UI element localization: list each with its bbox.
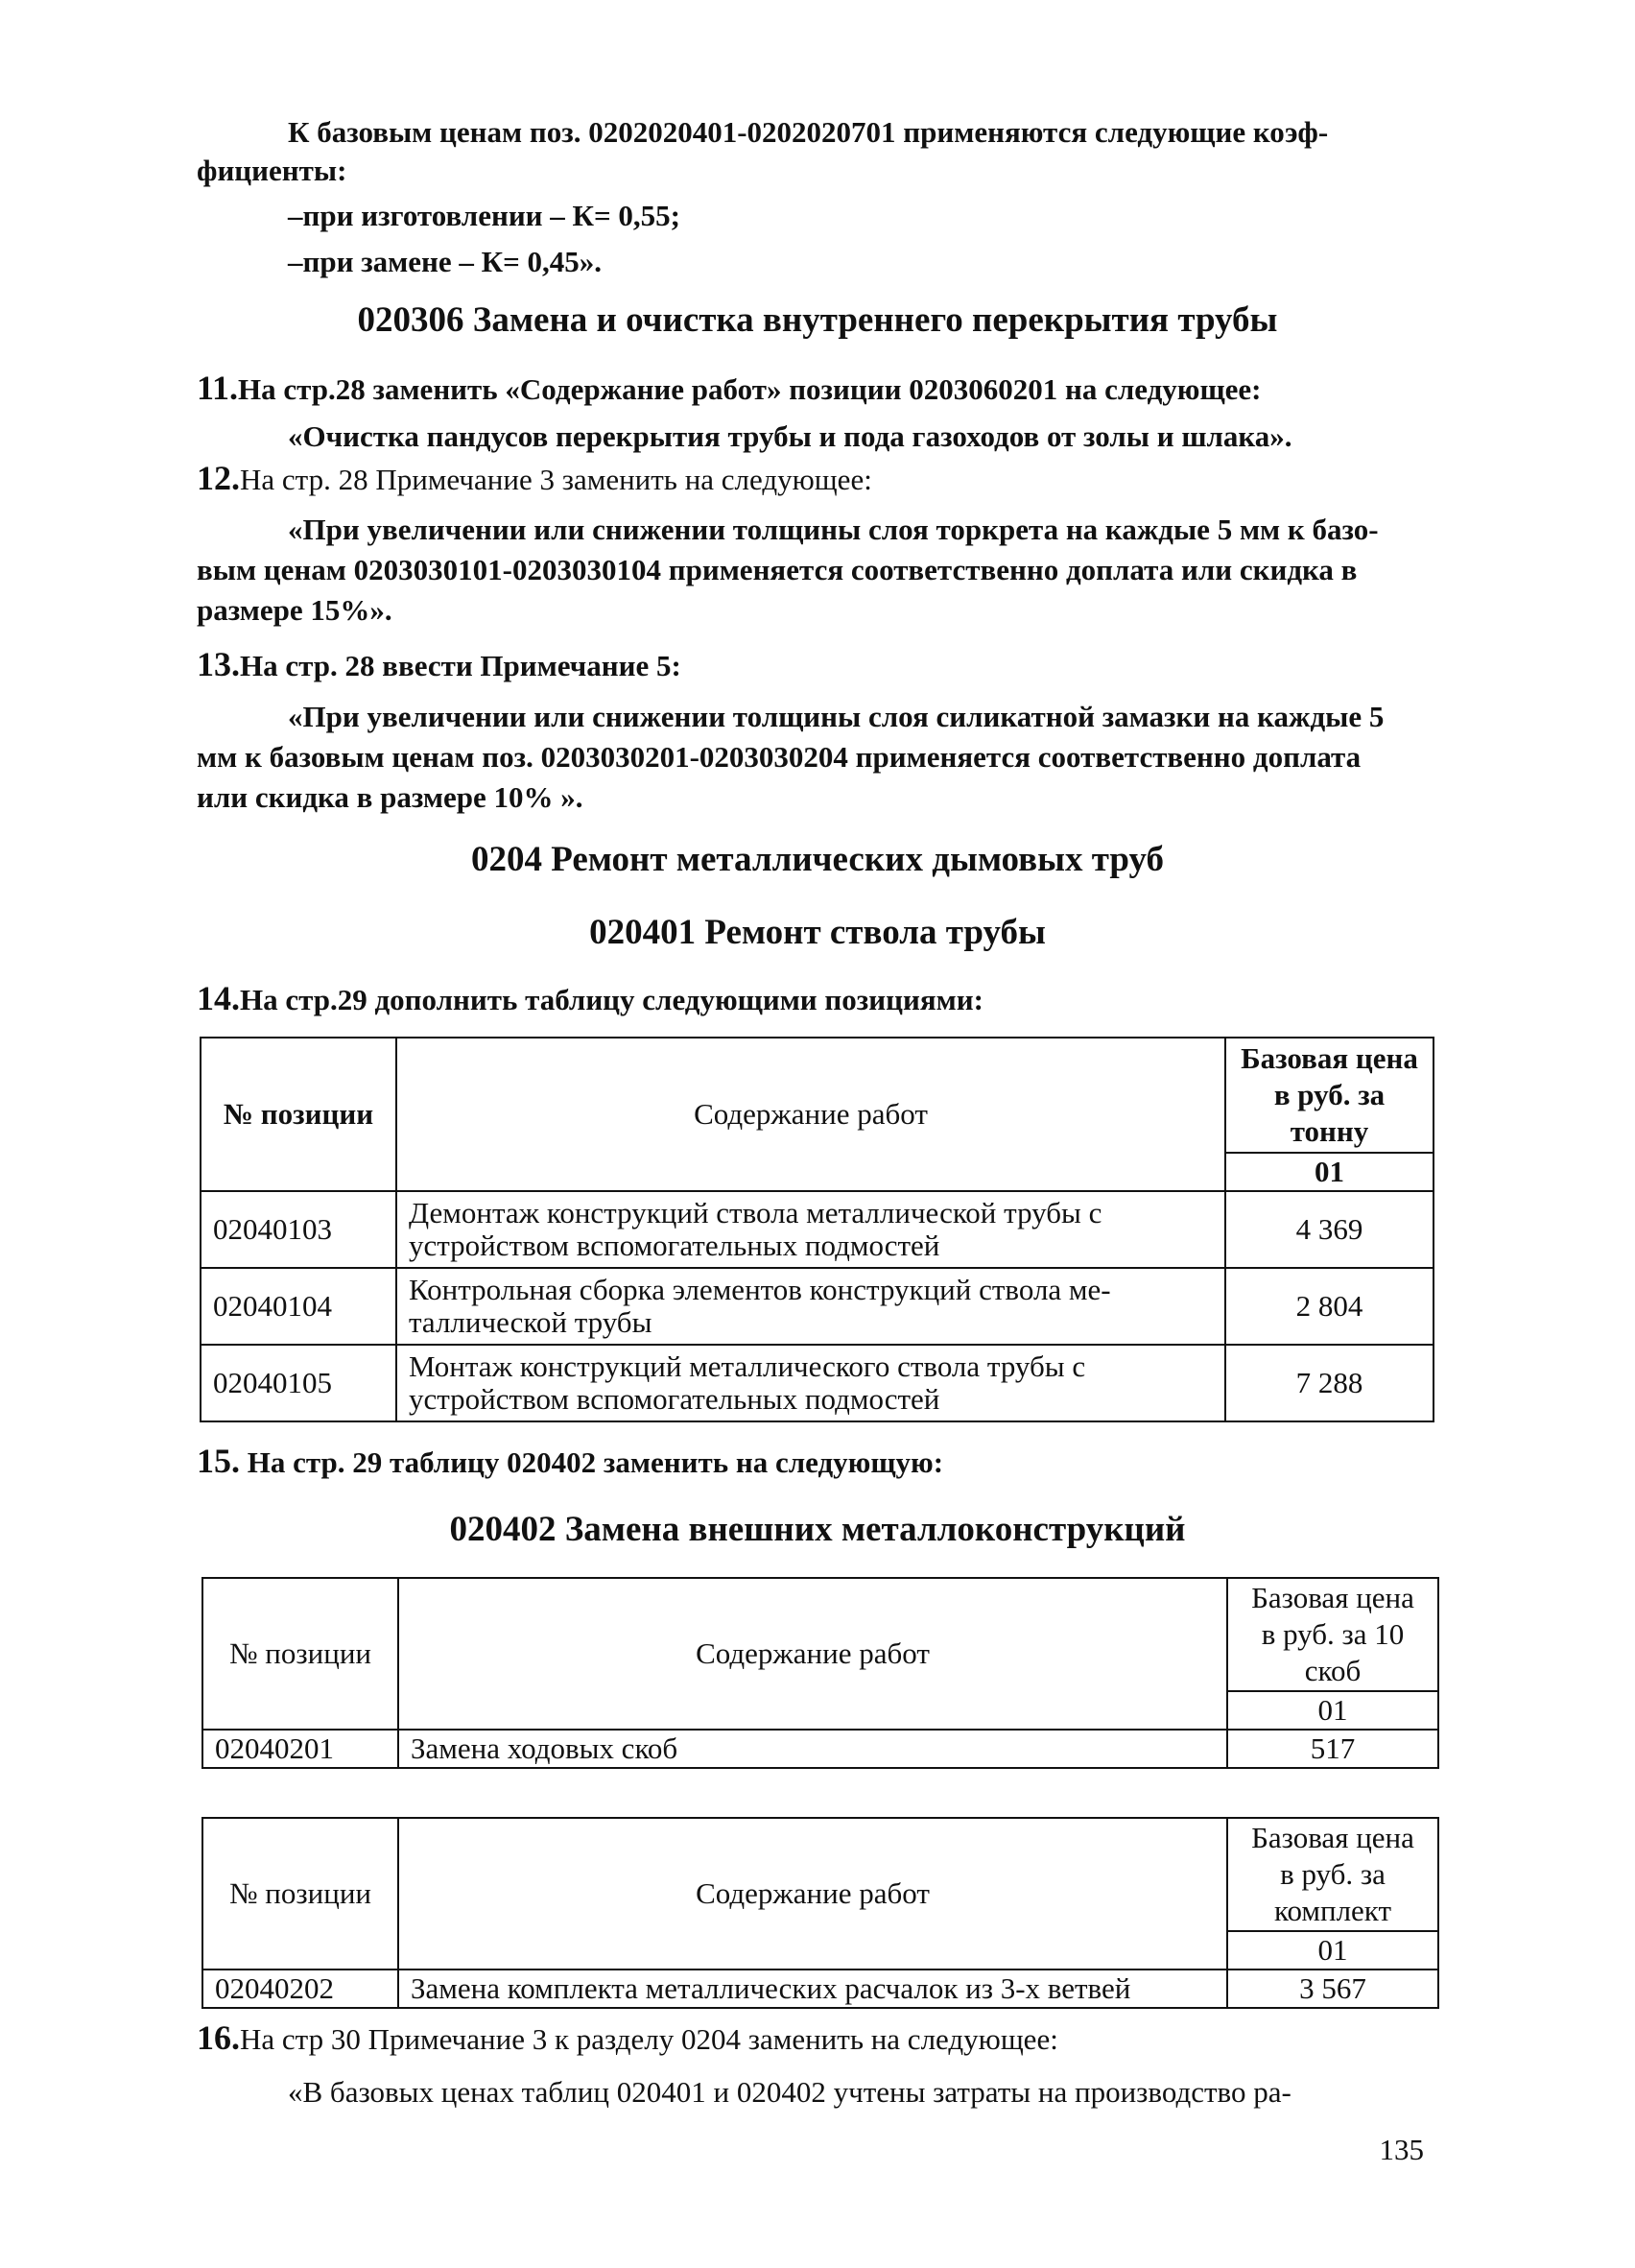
intro-item-1: –при изготовлении – К= 0,55; [288, 199, 681, 232]
paragraph-text: На стр. 28 ввести Примечание 5: [240, 649, 681, 682]
cell-work [396, 1191, 1225, 1268]
table-header-code: 01 [1227, 1931, 1438, 1970]
paragraph-14 [197, 979, 983, 1019]
paragraph-text: На стр.29 дополнить таблицу следующими позициями: [240, 983, 983, 1016]
paragraph-text: На стр. 28 Примечание 3 заменить на следующее: [240, 463, 872, 496]
table-header-work: Содержание работ [398, 1578, 1227, 1730]
paragraph-13-quote-1: «При увеличении или снижении толщины слоя силикатной замазки на каждые 5 [288, 700, 1385, 733]
paragraph-16 [197, 2018, 1058, 2059]
cell-work: Замена ходовых скоб [398, 1730, 1227, 1768]
cell-price: 2 804 [1225, 1268, 1434, 1345]
cell-work-line-2: устройством вспомогательных подмостей [409, 1382, 940, 1416]
table-header-work: Содержание работ [396, 1038, 1225, 1191]
price-header-line-1: Базовая цена [1241, 1041, 1418, 1075]
heading-020402: 020402 Замена внешних металлоконструкций [449, 1510, 1186, 1549]
cell-position: 02040105 [201, 1345, 396, 1421]
cell-price: 517 [1227, 1730, 1438, 1768]
price-header-line-2: в руб. за 10 [1261, 1617, 1405, 1651]
table-row [201, 1268, 1434, 1345]
table-row [201, 1191, 1434, 1268]
price-header-line-3: тонну [1290, 1114, 1369, 1148]
table-header-position: № позиции [201, 1038, 396, 1191]
cell-work: Замена комплекта металлических расчалок из 3-х ветвей [398, 1970, 1227, 2008]
cell-price: 7 288 [1225, 1345, 1434, 1421]
table-row [202, 1730, 1438, 1768]
price-header-line-1: Базовая цена [1251, 1581, 1414, 1614]
table-row [202, 1970, 1438, 2008]
paragraph-13-quote-2: мм к базовым ценам поз. 0203030201-0203030204 применяется соответственно доплата [197, 740, 1362, 774]
heading-020306: 020306 Замена и очистка внутреннего перекрытия трубы [357, 300, 1278, 340]
paragraph-text: На стр.28 заменить «Содержание работ» позиции 0203060201 на следующее: [238, 372, 1262, 406]
paragraph-number: 13. [197, 645, 240, 683]
table-header-work: Содержание работ [398, 1818, 1227, 1970]
table-header-price [1227, 1578, 1438, 1691]
page-number: 135 [1379, 2133, 1424, 2166]
price-header-line-2: в руб. за [1280, 1857, 1386, 1891]
cell-work-line-1: Контрольная сборка элементов конструкций ствола ме- [409, 1273, 1111, 1306]
cell-work [396, 1268, 1225, 1345]
paragraph-number: 12. [197, 459, 240, 497]
paragraph-15 [197, 1442, 943, 1482]
cell-work-line-2: устройством вспомогательных подмостей [409, 1229, 940, 1262]
heading-0204: 0204 Ремонт металлических дымовых труб [471, 840, 1164, 879]
paragraph-11-quote: «Очистка пандусов перекрытия трубы и пода газоходов от золы и шлака». [288, 419, 1292, 453]
paragraph-13-quote-3: или скидка в размере 10% ». [197, 780, 583, 814]
table-020402-guy-ropes [201, 1817, 1439, 2009]
cell-position: 02040103 [201, 1191, 396, 1268]
paragraph-16-quote-1: «В базовых ценах таблиц 020401 и 020402 учтены затраты на производство ра- [288, 2075, 1291, 2109]
intro-line-1: К базовым ценам поз. 0202020401-0202020701 применяются следующие коэф- [288, 115, 1329, 149]
paragraph-text: На стр 30 Примечание 3 к разделу 0204 заменить на следующее: [240, 2022, 1058, 2056]
cell-work-line-1: Монтаж конструкций металлического ствола трубы с [409, 1349, 1086, 1383]
table-header-price [1227, 1818, 1438, 1931]
cell-work-line-1: Демонтаж конструкций ствола металлической трубы с [409, 1196, 1102, 1229]
cell-work [396, 1345, 1225, 1421]
paragraph-12-quote-2: вым ценам 0203030101-0203030104 применяется соответственно доплата или скидка в [197, 553, 1358, 586]
intro-item-2: –при замене – К= 0,45». [288, 245, 603, 278]
paragraph-12 [197, 459, 872, 499]
paragraph-12-quote-3: размере 15%». [197, 593, 392, 627]
paragraph-11 [197, 369, 1261, 409]
table-header-code: 01 [1227, 1691, 1438, 1730]
cell-price: 4 369 [1225, 1191, 1434, 1268]
paragraph-number: 16. [197, 2018, 240, 2057]
table-header-position: № позиции [202, 1578, 398, 1730]
cell-price: 3 567 [1227, 1970, 1438, 2008]
table-header-code: 01 [1225, 1153, 1434, 1191]
table-020402-brackets [201, 1577, 1439, 1769]
intro-line-2: фициенты: [197, 154, 347, 187]
paragraph-number: 14. [197, 979, 240, 1017]
paragraph-number: 15. [197, 1442, 240, 1480]
paragraph-number: 11. [197, 369, 239, 407]
price-header-line-1: Базовая цена [1251, 1821, 1414, 1854]
heading-020401: 020401 Ремонт ствола трубы [589, 913, 1046, 952]
price-header-line-3: комплект [1273, 1894, 1392, 1927]
cell-position: 02040202 [202, 1970, 398, 2008]
table-row [201, 1345, 1434, 1421]
paragraph-12-quote-1: «При увеличении или снижении толщины слоя торкрета на каждые 5 мм к базо- [288, 513, 1379, 546]
table-header-price [1225, 1038, 1434, 1153]
paragraph-13 [197, 645, 681, 685]
paragraph-text: На стр. 29 таблицу 020402 заменить на следующую: [240, 1445, 944, 1479]
table-020401-additions [200, 1037, 1434, 1422]
cell-position: 02040201 [202, 1730, 398, 1768]
price-header-line-2: в руб. за [1273, 1078, 1386, 1111]
cell-position: 02040104 [201, 1268, 396, 1345]
cell-work-line-2: таллической трубы [409, 1305, 652, 1339]
price-header-line-3: скоб [1304, 1654, 1362, 1687]
table-header-position: № позиции [202, 1818, 398, 1970]
